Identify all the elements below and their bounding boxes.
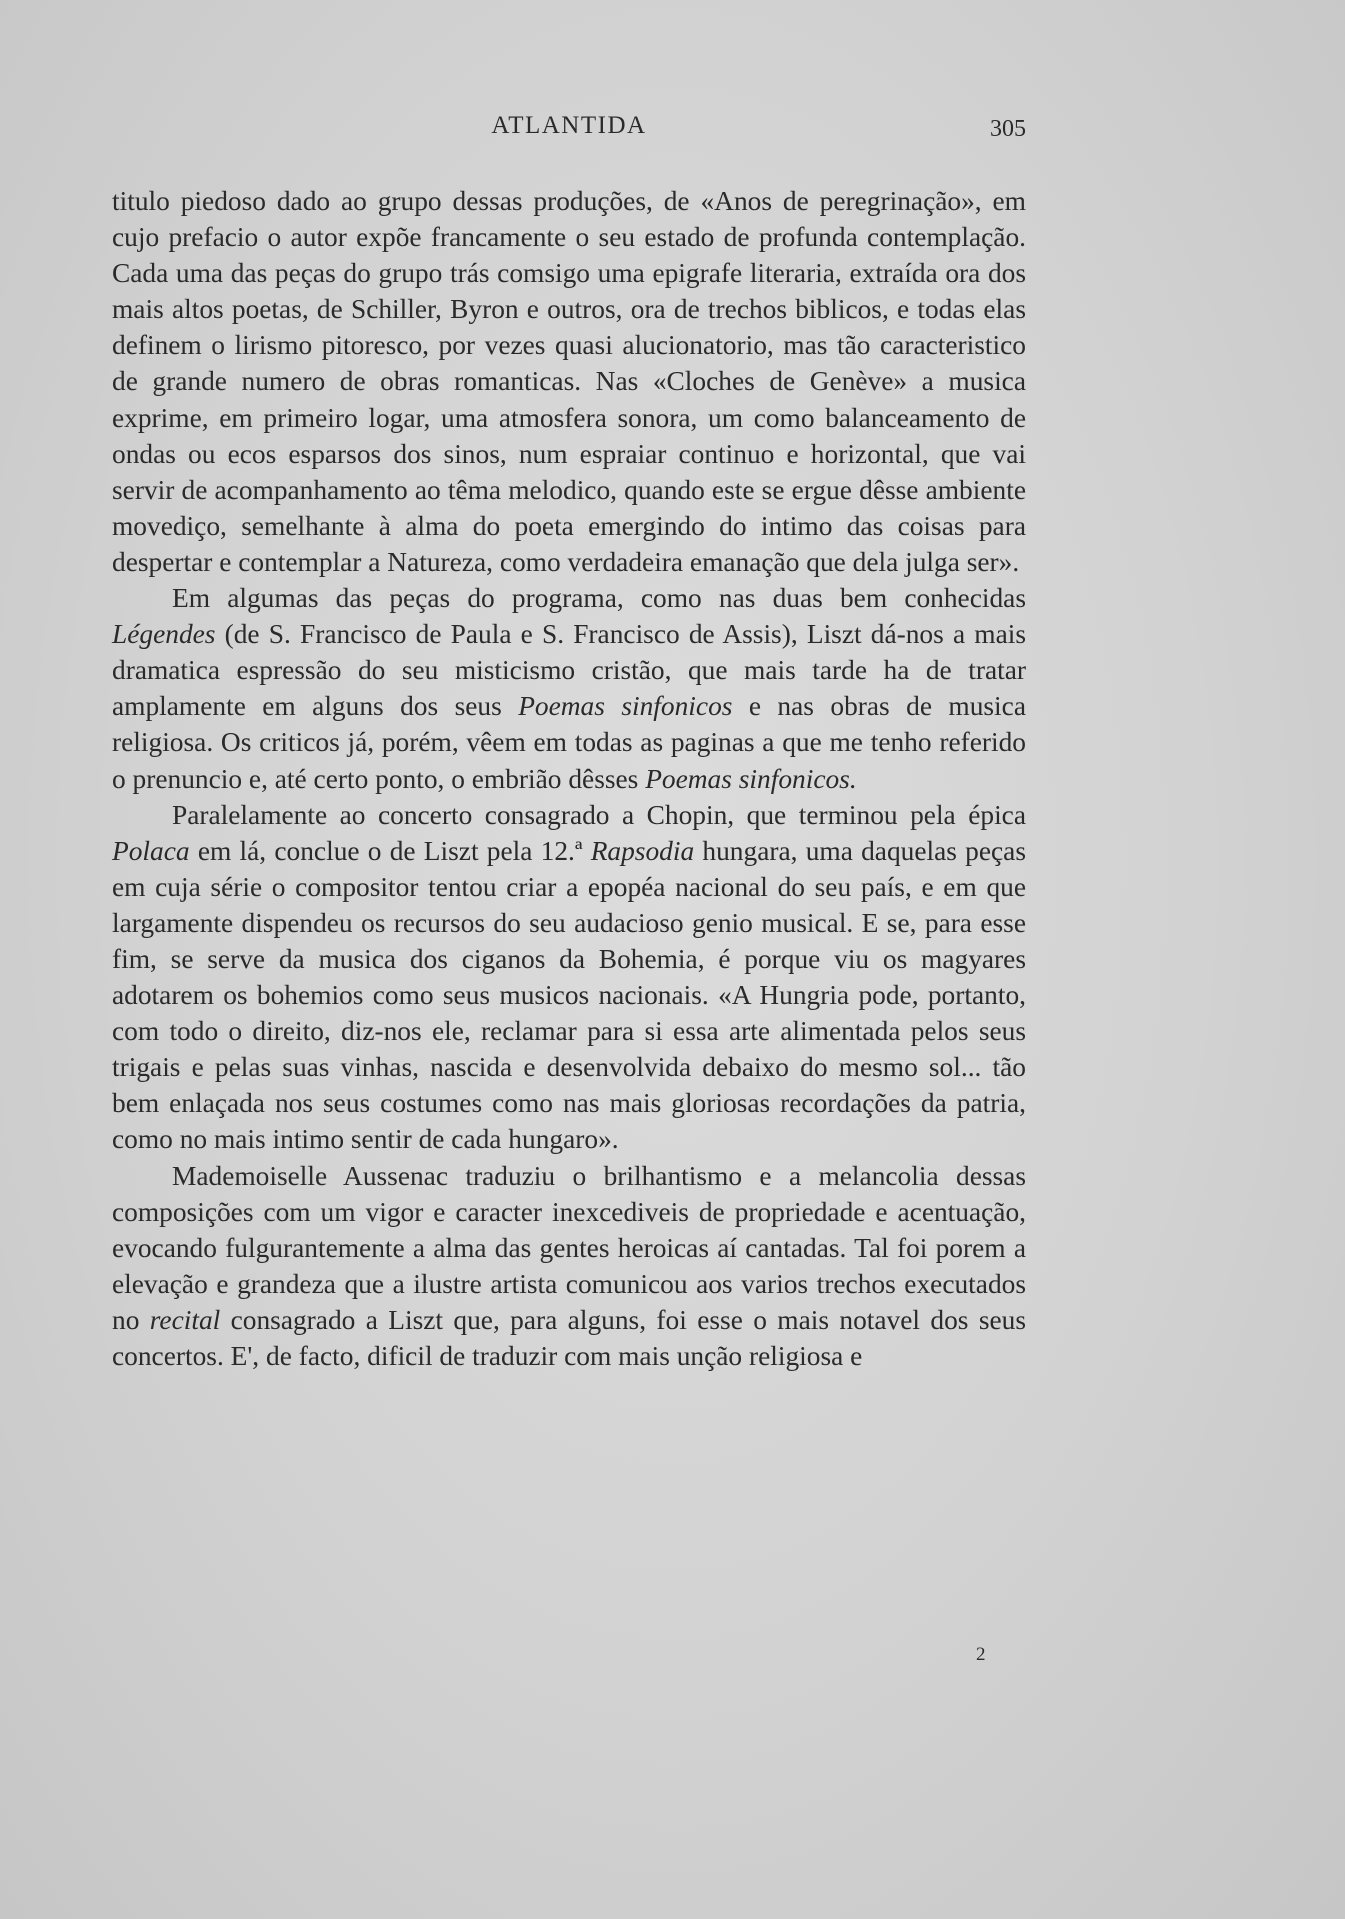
text-run: (de S. Francisco de Paula e S. Francisco de Assis), Liszt dá-nos a mais dramatica espressão do seu misticismo cristão, que mais tarde ha de tratar amplamente em alguns dos seus <box>112 619 1026 722</box>
text-run: Paralelamente ao concerto consagrado a Chopin, que terminou pela épica <box>172 799 1026 830</box>
italic-text: Polaca <box>112 835 190 866</box>
text-run: Mademoiselle Aussenac traduziu o brilhantismo e a melancolia dessas composições com um vigor e caracter inexcediveis de propriedade e acentuação, evocando fulgurantemente a alma das gentes heroicas aí cantadas. Tal foi porem a elevação e grandeza que a ilustre artista comunicou aos varios trechos executados no <box>112 1160 1026 1335</box>
italic-text: Rapsodia <box>590 835 695 866</box>
italic-text: recital <box>149 1304 221 1335</box>
italic-text: Poemas sinfonicos <box>518 691 733 722</box>
italic-text: Poemas sinfonicos. <box>645 763 857 794</box>
text-run: Em algumas das peças do programa, como nas duas bem conhecidas <box>172 583 1026 614</box>
text-run: consagrado a Liszt que, para alguns, foi esse o mais notavel dos seus concertos. E', de facto, dificil de traduzir com mais unção religiosa e <box>112 1304 1026 1371</box>
paragraph <box>112 580 1026 797</box>
running-title: ATLANTIDA <box>491 112 647 139</box>
paragraph <box>112 1158 1026 1375</box>
paragraph <box>112 797 1026 1158</box>
text-run: titulo piedoso dado ao grupo dessas produções, de «Anos de peregrinação», em cujo prefacio o autor expõe francamente o seu estado de profunda contemplação. Cada uma das peças do grupo trás comsigo uma epigrafe literaria, extraída ora dos mais altos poetas, de Schiller, Byron e outros, ora de trechos biblicos, e todas elas definem o lirismo pitoresco, por vezes quasi alucionatorio, mas tão caracteristico de grande numero de obras romanticas. Nas «Cloches de Genève» a musica exprime, em primeiro logar, uma atmosfera sonora, um como balanceamento de ondas ou ecos esparsos dos sinos, num espraiar continuo e horizontal, que vai servir de acompanhamento ao têma melodico, quando este se ergue dêsse ambiente movediço, semelhante à alma do poeta emergindo do intimo das coisas para despertar e contemplar a Natureza, como verdadeira emanação que dela julga ser». <box>112 186 1026 577</box>
running-head <box>112 112 1026 152</box>
text-run: e nas obras de musica religiosa. Os criticos já, porém, vêem em todas as paginas a que me tenho referido o prenuncio e, até certo ponto, o embrião dêsses <box>112 691 1026 794</box>
paragraph <box>112 183 1026 580</box>
text-run: hungara, uma daquelas peças em cuja série o compositor tentou criar a epopéa nacional do seu país, e em que largamente dispendeu os recursos do seu audacioso genio musical. E se, para esse fim, se serve da musica dos ciganos da Bohemia, é porque viu os magyares adotarem os bohemios como seus musicos nacionais. «A Hungria pode, portanto, com todo o direito, diz-nos ele, reclamar para si essa arte alimentada pelos seus trigais e pelas suas vinhas, nascida e desenvolvida debaixo do mesmo sol... tão bem enlaçada nos seus costumes como nas mais gloriosas recordações da patria, como no mais intimo sentir de cada hungaro». <box>112 835 1026 1155</box>
page-number: 305 <box>990 116 1026 142</box>
body-text <box>112 183 1026 1374</box>
text-run: em lá, conclue o de Liszt pela 12.ª <box>189 835 591 866</box>
italic-text: Légendes <box>112 619 216 650</box>
signature-mark: 2 <box>976 1644 986 1665</box>
